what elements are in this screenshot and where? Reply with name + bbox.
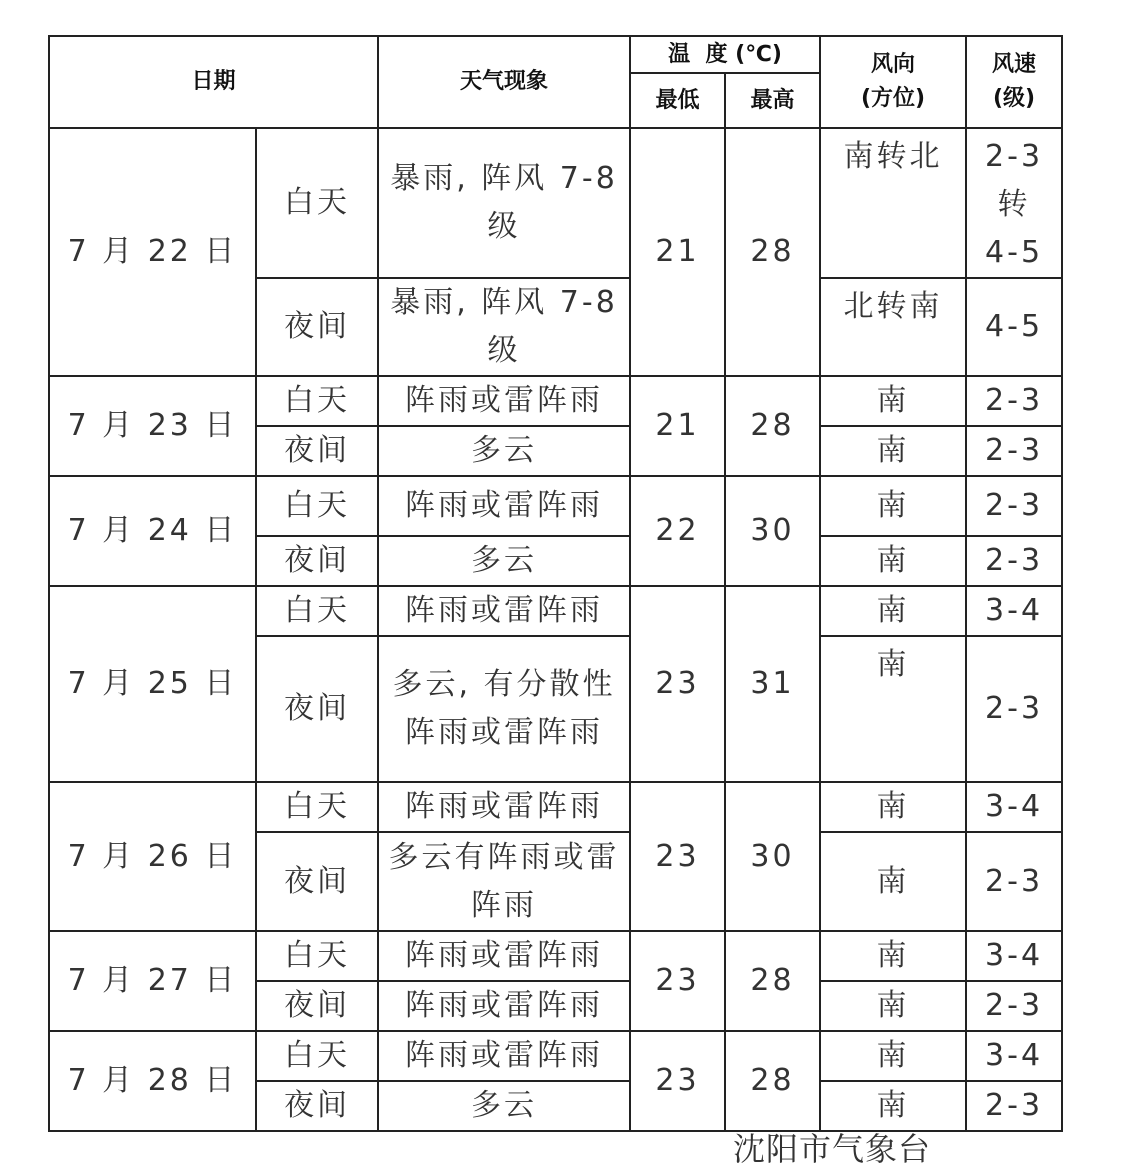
wind-direction-cell: 南 bbox=[820, 1081, 966, 1131]
wind-direction-cell: 南 bbox=[820, 1031, 966, 1081]
wind-speed-cell: 2-3 bbox=[966, 376, 1062, 426]
weather-cell: 阵雨或雷阵雨 bbox=[378, 1031, 630, 1081]
weather-cell: 暴雨, 阵风 7-8 级 bbox=[378, 278, 630, 376]
header-wind-speed-label: 风速 bbox=[992, 52, 1037, 77]
weather-cell: 阵雨或雷阵雨 bbox=[378, 476, 630, 536]
table-row bbox=[49, 128, 1062, 278]
min-temp-cell: 23 bbox=[630, 782, 725, 931]
wind-speed-cell: 3-4 bbox=[966, 782, 1062, 832]
header-date: 日期 bbox=[49, 36, 378, 128]
header-max-temp: 最高 bbox=[725, 73, 820, 128]
period-cell: 白天 bbox=[256, 931, 378, 981]
period-cell: 夜间 bbox=[256, 536, 378, 586]
header-weather: 天气现象 bbox=[378, 36, 630, 128]
wind-direction-cell: 南 bbox=[820, 832, 966, 931]
wind-speed-cell: 2-3 bbox=[966, 536, 1062, 586]
min-temp-cell: 23 bbox=[630, 1031, 725, 1131]
weather-cell: 阵雨或雷阵雨 bbox=[378, 782, 630, 832]
table-row bbox=[49, 376, 1062, 426]
forecast-body bbox=[49, 128, 1062, 1131]
wind-direction-cell: 南转北 bbox=[820, 128, 966, 278]
wind-speed-cell: 3-4 bbox=[966, 1031, 1062, 1081]
period-cell: 白天 bbox=[256, 586, 378, 636]
wind-direction-cell: 南 bbox=[820, 376, 966, 426]
weather-cell: 多云, 有分散性阵雨或雷阵雨 bbox=[378, 636, 630, 782]
header-wind-direction-sub: (方位) bbox=[860, 86, 926, 111]
max-temp-cell: 31 bbox=[725, 586, 820, 782]
table-row bbox=[49, 476, 1062, 536]
max-temp-cell: 30 bbox=[725, 782, 820, 931]
period-cell: 白天 bbox=[256, 1031, 378, 1081]
min-temp-cell: 21 bbox=[630, 376, 725, 476]
period-cell: 白天 bbox=[256, 376, 378, 426]
wind-direction-cell: 南 bbox=[820, 536, 966, 586]
weather-cell: 阵雨或雷阵雨 bbox=[378, 931, 630, 981]
max-temp-cell: 28 bbox=[725, 376, 820, 476]
wind-speed-cell: 4-5 bbox=[966, 278, 1062, 376]
wind-speed-cell: 3-4 bbox=[966, 586, 1062, 636]
period-cell: 白天 bbox=[256, 476, 378, 536]
period-cell: 夜间 bbox=[256, 832, 378, 931]
wind-direction-cell: 南 bbox=[820, 636, 966, 782]
table-row bbox=[49, 782, 1062, 832]
period-cell: 白天 bbox=[256, 782, 378, 832]
period-cell: 夜间 bbox=[256, 426, 378, 476]
wind-direction-cell: 南 bbox=[820, 782, 966, 832]
max-temp-cell: 28 bbox=[725, 1031, 820, 1131]
wind-speed-cell: 2-3 bbox=[966, 426, 1062, 476]
wind-speed-cell: 2-3 bbox=[966, 832, 1062, 931]
wind-speed-cell: 2-3 bbox=[966, 476, 1062, 536]
max-temp-cell: 28 bbox=[725, 128, 820, 376]
wind-direction-cell: 南 bbox=[820, 476, 966, 536]
date-cell: 7 月 22 日 bbox=[49, 128, 256, 376]
period-cell: 夜间 bbox=[256, 278, 378, 376]
header-wind-speed bbox=[966, 36, 1062, 128]
period-cell: 白天 bbox=[256, 128, 378, 278]
footer-source: 沈阳市气象台 bbox=[733, 1130, 932, 1168]
period-cell: 夜间 bbox=[256, 981, 378, 1031]
date-cell: 7 月 28 日 bbox=[49, 1031, 256, 1131]
weather-cell: 暴雨, 阵风 7-8 级 bbox=[378, 128, 630, 278]
date-cell: 7 月 27 日 bbox=[49, 931, 256, 1031]
max-temp-cell: 30 bbox=[725, 476, 820, 586]
wind-speed-cell: 2-3 转 4-5 bbox=[966, 128, 1062, 278]
wind-speed-cell: 2-3 bbox=[966, 1081, 1062, 1131]
wind-speed-cell: 2-3 bbox=[966, 636, 1062, 782]
max-temp-cell: 28 bbox=[725, 931, 820, 1031]
table-row bbox=[49, 586, 1062, 636]
min-temp-cell: 22 bbox=[630, 476, 725, 586]
weather-cell: 阵雨或雷阵雨 bbox=[378, 981, 630, 1031]
header-wind-direction-label: 风向 bbox=[871, 52, 916, 77]
period-cell: 夜间 bbox=[256, 1081, 378, 1131]
period-cell: 夜间 bbox=[256, 636, 378, 782]
weather-forecast-table bbox=[48, 35, 1063, 1132]
min-temp-cell: 23 bbox=[630, 586, 725, 782]
header-min-temp: 最低 bbox=[630, 73, 725, 128]
weather-cell: 多云 bbox=[378, 426, 630, 476]
wind-speed-cell: 2-3 bbox=[966, 981, 1062, 1031]
date-cell: 7 月 25 日 bbox=[49, 586, 256, 782]
min-temp-cell: 23 bbox=[630, 931, 725, 1031]
wind-direction-cell: 南 bbox=[820, 586, 966, 636]
table-row bbox=[49, 1031, 1062, 1081]
weather-cell: 阵雨或雷阵雨 bbox=[378, 376, 630, 426]
wind-direction-cell: 北转南 bbox=[820, 278, 966, 376]
header-temperature: 温 度 (℃) bbox=[630, 36, 820, 73]
header-wind-direction bbox=[820, 36, 966, 128]
date-cell: 7 月 23 日 bbox=[49, 376, 256, 476]
weather-cell: 多云 bbox=[378, 536, 630, 586]
wind-direction-cell: 南 bbox=[820, 981, 966, 1031]
wind-direction-cell: 南 bbox=[820, 426, 966, 476]
wind-direction-cell: 南 bbox=[820, 931, 966, 981]
min-temp-cell: 21 bbox=[630, 128, 725, 376]
date-cell: 7 月 24 日 bbox=[49, 476, 256, 586]
weather-cell: 多云 bbox=[378, 1081, 630, 1131]
wind-speed-cell: 3-4 bbox=[966, 931, 1062, 981]
date-cell: 7 月 26 日 bbox=[49, 782, 256, 931]
weather-cell: 阵雨或雷阵雨 bbox=[378, 586, 630, 636]
header-wind-speed-sub: (级) bbox=[992, 86, 1036, 111]
weather-cell: 多云有阵雨或雷阵雨 bbox=[378, 832, 630, 931]
table-row bbox=[49, 931, 1062, 981]
